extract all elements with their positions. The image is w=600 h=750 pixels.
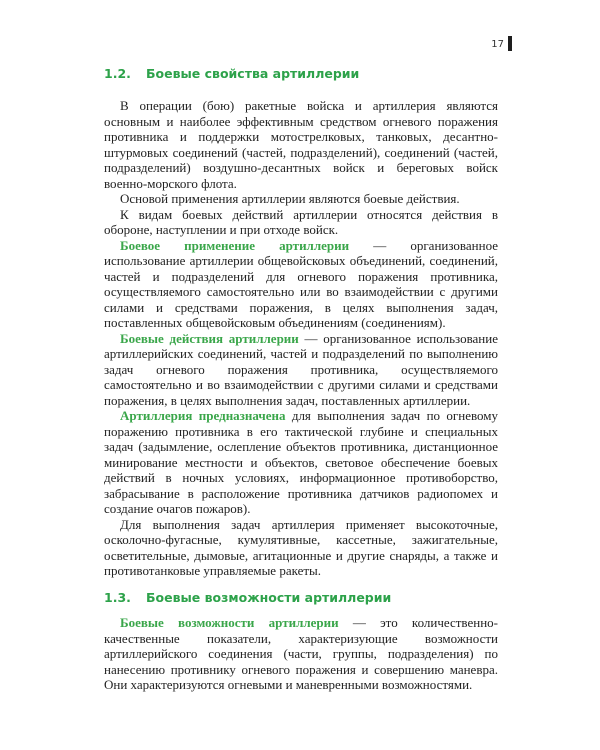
section-heading-1-3 [104,590,391,605]
section-number: 1.3. [104,590,131,605]
paragraph-text: В операции (бою) ракетные войска и артиллерия являются основным и наиболее эффективным средством огневого поражения противника и поддержки мотострелковых, танковых, десантно-штурмовых соединений (частей, подразделений), соединений (частей, подразделений) воздушно-десантных войск и береговых войск военно-морского флота. [104,98,498,191]
paragraph-text: — организованное использование артиллерийских соединений, частей и подразделений по выполнению задач огневого поражения противника, осуществляемого самостоятельно и во взаимодействии с другими силами и средствами поражения, в целях выполнения задач, поставленных артиллерии. [104,330,498,408]
section-heading-1-2 [104,66,359,81]
paragraph [104,191,498,207]
paragraph [104,408,498,517]
paragraph-text: Для выполнения задач артиллерия применяет высокоточные, осколочно-фугасные, кумулятивные, кассетные, зажигательные, осветительные, дымовые, агитационные и другие снаряды, а также и противотанковые управляемые ракеты. [104,516,498,578]
section-1-2-body [104,98,498,579]
paragraph [104,238,498,331]
defined-term: Боевые действия артиллерии [120,330,299,346]
paragraph [104,98,498,191]
section-1-3-body [104,615,498,693]
paragraph-text: для выполнения задач по огневому поражению противника в его тактической глубине и специальных задач (задымление, ослепление объектов противника, дистанционное минирование местности и объектов, световое обеспечение боевых действий в ночных условиях, информационное противоборство, забрасывание в расположение противника датчиков радиопомех и создание очагов пожаров). [104,408,498,516]
paragraph [104,517,498,579]
page-number: 17 [491,39,504,50]
page-marker-bar [508,36,512,51]
paragraph [104,331,498,409]
defined-term: Боевые возможности артиллерии [120,615,339,630]
paragraph [104,207,498,238]
paragraph-text: Основой применения артиллерии являются боевые действия. [120,191,460,206]
paragraph [104,615,498,693]
defined-term: Боевое применение артиллерии [120,237,350,253]
paragraph-text: К видам боевых действий артиллерии относятся действия в обороне, наступлении и при отходе войск. [104,206,498,237]
paragraph-text: — это количественно-качественные показатели, характеризующие возможности артиллерийского соединения (части, группы, подразделения) по нанесению противнику огневого поражения и совершению маневра. Они характеризуются огневыми и маневренными возможностями. [104,615,498,692]
paragraph-text: — организованное использование артиллерии общевойсковых объединений, соединений, частей и подразделений для огневого поражения противника, осуществляемого самостоятельно или во взаимодействии с другими силами и средствами поражения, в целях выполнения задач, поставленных общевойсковым объединениям (соединениям). [104,237,499,330]
defined-term: Артиллерия предназначена [120,408,286,423]
section-title: Боевые возможности артиллерии [146,590,392,605]
section-number: 1.2. [104,66,131,81]
section-title: Боевые свойства артиллерии [146,66,360,81]
